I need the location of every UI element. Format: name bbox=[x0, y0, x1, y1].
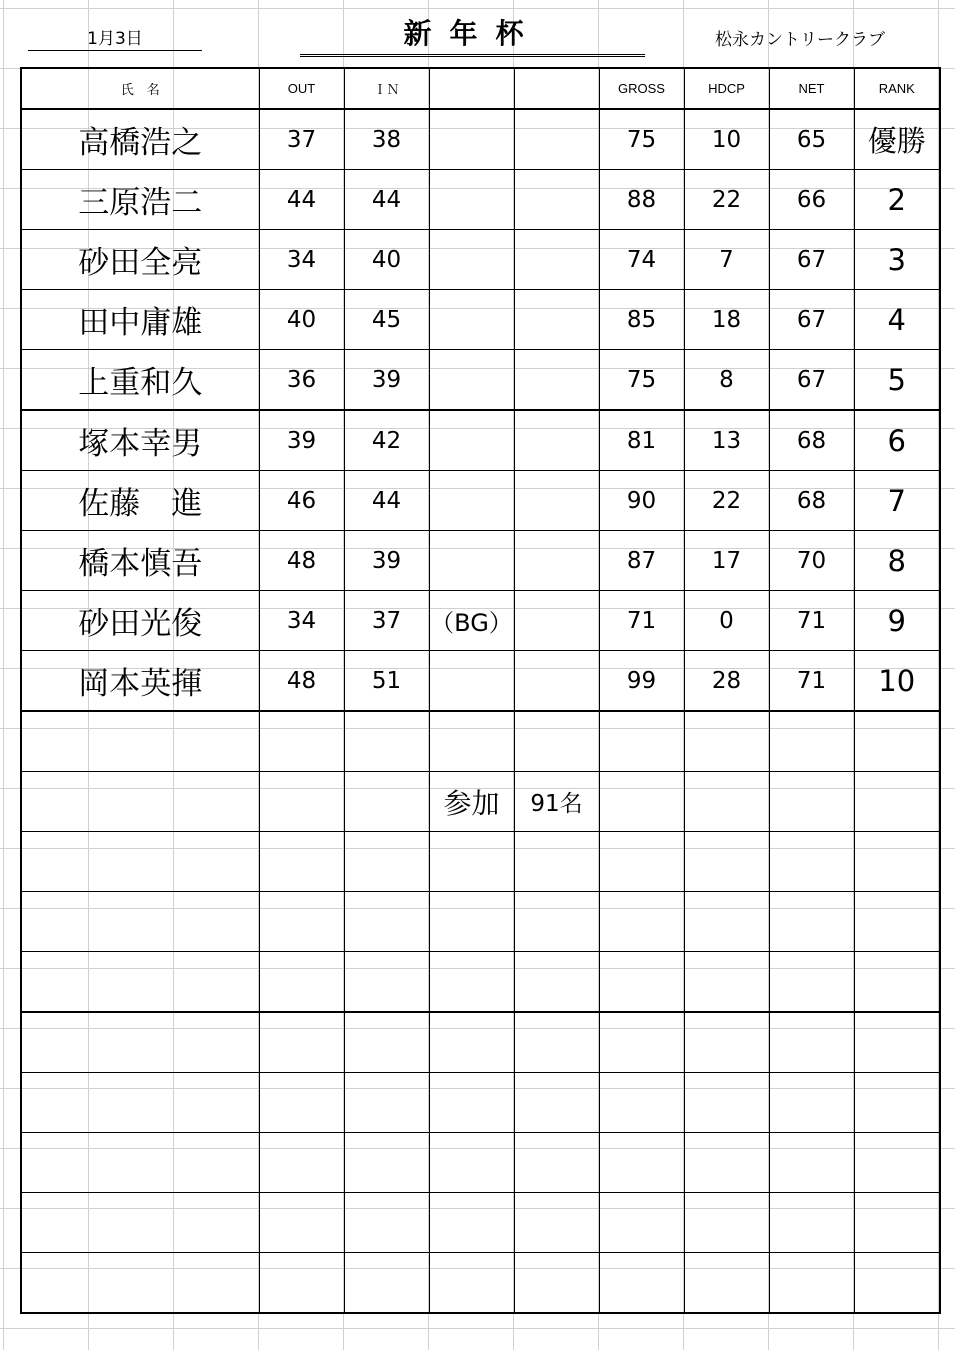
empty-cell bbox=[344, 711, 429, 772]
net-score: 68 bbox=[769, 410, 854, 471]
empty-cell bbox=[429, 1073, 514, 1133]
empty-row bbox=[21, 1193, 940, 1253]
empty-cell bbox=[599, 832, 684, 892]
empty-cell bbox=[854, 832, 940, 892]
empty-cell bbox=[259, 892, 344, 952]
empty-cell bbox=[684, 772, 769, 832]
out-score: 46 bbox=[259, 471, 344, 531]
table-row bbox=[21, 531, 940, 591]
in-score: 39 bbox=[344, 350, 429, 411]
empty-cell bbox=[684, 832, 769, 892]
empty-cell bbox=[684, 892, 769, 952]
player-name: 砂田光俊 bbox=[21, 591, 259, 651]
empty-cell bbox=[429, 952, 514, 1013]
empty-cell bbox=[769, 952, 854, 1013]
note-cell: （BG） bbox=[429, 591, 514, 651]
empty-cell bbox=[429, 1193, 514, 1253]
net-score: 65 bbox=[769, 109, 854, 170]
column-header-net: NET bbox=[769, 68, 854, 109]
blank-cell bbox=[514, 651, 599, 712]
in-score: 42 bbox=[344, 410, 429, 471]
empty-cell bbox=[854, 1193, 940, 1253]
table-row bbox=[21, 350, 940, 411]
empty-cell bbox=[344, 1253, 429, 1314]
empty-cell bbox=[684, 952, 769, 1013]
empty-cell bbox=[259, 1193, 344, 1253]
empty-cell bbox=[769, 1133, 854, 1193]
column-header-gross: GROSS bbox=[599, 68, 684, 109]
rank-value: 2 bbox=[854, 170, 940, 230]
blank-cell bbox=[514, 230, 599, 290]
column-header-blank-2 bbox=[514, 68, 599, 109]
empty-cell bbox=[684, 1133, 769, 1193]
empty-cell bbox=[514, 832, 599, 892]
empty-cell bbox=[344, 1012, 429, 1073]
table-row bbox=[21, 290, 940, 350]
blank-cell bbox=[514, 410, 599, 471]
empty-cell bbox=[599, 952, 684, 1013]
empty-cell bbox=[684, 1073, 769, 1133]
empty-cell bbox=[259, 1073, 344, 1133]
player-name: 橋本慎吾 bbox=[21, 531, 259, 591]
hdcp-value: 10 bbox=[684, 109, 769, 170]
net-score: 67 bbox=[769, 230, 854, 290]
empty-cell bbox=[344, 1073, 429, 1133]
gross-score: 74 bbox=[599, 230, 684, 290]
empty-cell bbox=[854, 1253, 940, 1314]
empty-row bbox=[21, 1133, 940, 1193]
hdcp-value: 18 bbox=[684, 290, 769, 350]
empty-cell bbox=[514, 892, 599, 952]
empty-cell bbox=[769, 892, 854, 952]
note-cell bbox=[429, 170, 514, 230]
table-row bbox=[21, 230, 940, 290]
page-title: 新年杯 bbox=[300, 12, 645, 57]
column-header-name: 氏 名 bbox=[21, 68, 259, 109]
empty-cell bbox=[259, 832, 344, 892]
empty-cell bbox=[514, 1193, 599, 1253]
out-score: 44 bbox=[259, 170, 344, 230]
column-header-blank-1 bbox=[429, 68, 514, 109]
participants-label: 参加 bbox=[429, 772, 514, 832]
player-name: 三原浩二 bbox=[21, 170, 259, 230]
gross-score: 75 bbox=[599, 350, 684, 411]
empty-cell bbox=[21, 1073, 259, 1133]
out-score: 34 bbox=[259, 230, 344, 290]
participants-row bbox=[21, 772, 940, 832]
empty-cell bbox=[344, 772, 429, 832]
empty-row bbox=[21, 892, 940, 952]
empty-cell bbox=[21, 1012, 259, 1073]
rank-value: 優勝 bbox=[854, 109, 940, 170]
rank-value: 6 bbox=[854, 410, 940, 471]
empty-cell bbox=[684, 711, 769, 772]
empty-cell bbox=[259, 952, 344, 1013]
in-score: 51 bbox=[344, 651, 429, 712]
blank-cell bbox=[514, 531, 599, 591]
empty-cell bbox=[259, 1012, 344, 1073]
empty-row bbox=[21, 1012, 940, 1073]
player-name: 高橋浩之 bbox=[21, 109, 259, 170]
player-name: 砂田全亮 bbox=[21, 230, 259, 290]
empty-cell bbox=[854, 1012, 940, 1073]
empty-cell bbox=[599, 711, 684, 772]
empty-cell bbox=[429, 892, 514, 952]
rank-value: 5 bbox=[854, 350, 940, 411]
out-score: 37 bbox=[259, 109, 344, 170]
out-score: 48 bbox=[259, 531, 344, 591]
empty-cell bbox=[684, 1012, 769, 1073]
net-score: 68 bbox=[769, 471, 854, 531]
club-name: 松永カントリークラブ bbox=[715, 30, 885, 50]
rank-value: 8 bbox=[854, 531, 940, 591]
note-cell bbox=[429, 531, 514, 591]
empty-cell bbox=[854, 1133, 940, 1193]
empty-cell bbox=[769, 1193, 854, 1253]
rank-value: 10 bbox=[854, 651, 940, 712]
empty-cell bbox=[514, 1253, 599, 1314]
hdcp-value: 7 bbox=[684, 230, 769, 290]
empty-cell bbox=[514, 1133, 599, 1193]
gross-score: 75 bbox=[599, 109, 684, 170]
empty-cell bbox=[684, 1253, 769, 1314]
net-score: 67 bbox=[769, 290, 854, 350]
empty-cell bbox=[259, 1253, 344, 1314]
empty-row bbox=[21, 1253, 940, 1314]
rank-value: 4 bbox=[854, 290, 940, 350]
blank-cell bbox=[514, 170, 599, 230]
hdcp-value: 0 bbox=[684, 591, 769, 651]
table-row bbox=[21, 591, 940, 651]
empty-cell bbox=[769, 1012, 854, 1073]
out-score: 34 bbox=[259, 591, 344, 651]
note-cell bbox=[429, 410, 514, 471]
net-score: 71 bbox=[769, 591, 854, 651]
empty-cell bbox=[21, 952, 259, 1013]
rank-value: 7 bbox=[854, 471, 940, 531]
empty-row bbox=[21, 1073, 940, 1133]
in-score: 38 bbox=[344, 109, 429, 170]
out-score: 39 bbox=[259, 410, 344, 471]
rank-value: 3 bbox=[854, 230, 940, 290]
net-score: 71 bbox=[769, 651, 854, 712]
empty-cell bbox=[599, 1193, 684, 1253]
note-cell bbox=[429, 651, 514, 712]
empty-row bbox=[21, 711, 940, 772]
empty-cell bbox=[429, 1253, 514, 1314]
table-row bbox=[21, 410, 940, 471]
empty-cell bbox=[599, 1133, 684, 1193]
empty-row bbox=[21, 952, 940, 1013]
player-name: 田中庸雄 bbox=[21, 290, 259, 350]
net-score: 70 bbox=[769, 531, 854, 591]
event-date: 1月3日 bbox=[28, 24, 202, 51]
empty-cell bbox=[769, 1253, 854, 1314]
table-row bbox=[21, 170, 940, 230]
empty-cell bbox=[599, 1253, 684, 1314]
empty-cell bbox=[514, 711, 599, 772]
empty-cell bbox=[259, 711, 344, 772]
empty-cell bbox=[769, 1073, 854, 1133]
empty-cell bbox=[514, 1012, 599, 1073]
score-table bbox=[20, 67, 941, 1314]
empty-cell bbox=[429, 1012, 514, 1073]
empty-cell bbox=[599, 772, 684, 832]
out-score: 40 bbox=[259, 290, 344, 350]
net-score: 66 bbox=[769, 170, 854, 230]
empty-cell bbox=[429, 711, 514, 772]
rank-value: 9 bbox=[854, 591, 940, 651]
empty-cell bbox=[21, 772, 259, 832]
column-header-in: ＩＮ bbox=[344, 68, 429, 109]
player-name: 塚本幸男 bbox=[21, 410, 259, 471]
blank-cell bbox=[514, 109, 599, 170]
gross-score: 85 bbox=[599, 290, 684, 350]
gross-score: 87 bbox=[599, 531, 684, 591]
note-cell bbox=[429, 230, 514, 290]
column-header-out: OUT bbox=[259, 68, 344, 109]
in-score: 44 bbox=[344, 170, 429, 230]
hdcp-value: 22 bbox=[684, 170, 769, 230]
empty-row bbox=[21, 832, 940, 892]
column-header-rank: RANK bbox=[854, 68, 940, 109]
empty-cell bbox=[344, 892, 429, 952]
empty-cell bbox=[599, 892, 684, 952]
empty-cell bbox=[599, 1012, 684, 1073]
hdcp-value: 8 bbox=[684, 350, 769, 411]
table-row bbox=[21, 471, 940, 531]
out-score: 36 bbox=[259, 350, 344, 411]
blank-cell bbox=[514, 591, 599, 651]
hdcp-value: 13 bbox=[684, 410, 769, 471]
empty-cell bbox=[344, 832, 429, 892]
empty-cell bbox=[514, 1073, 599, 1133]
empty-cell bbox=[344, 952, 429, 1013]
column-header-hdcp: HDCP bbox=[684, 68, 769, 109]
gross-score: 88 bbox=[599, 170, 684, 230]
hdcp-value: 22 bbox=[684, 471, 769, 531]
empty-cell bbox=[854, 952, 940, 1013]
note-cell bbox=[429, 109, 514, 170]
gross-score: 90 bbox=[599, 471, 684, 531]
header-row bbox=[21, 68, 940, 109]
empty-cell bbox=[769, 711, 854, 772]
empty-cell bbox=[344, 1193, 429, 1253]
empty-cell bbox=[769, 772, 854, 832]
empty-cell bbox=[769, 832, 854, 892]
note-cell bbox=[429, 350, 514, 411]
net-score: 67 bbox=[769, 350, 854, 411]
in-score: 37 bbox=[344, 591, 429, 651]
in-score: 39 bbox=[344, 531, 429, 591]
empty-cell bbox=[514, 952, 599, 1013]
out-score: 48 bbox=[259, 651, 344, 712]
empty-cell bbox=[854, 711, 940, 772]
in-score: 40 bbox=[344, 230, 429, 290]
note-cell bbox=[429, 471, 514, 531]
empty-cell bbox=[259, 1133, 344, 1193]
empty-cell bbox=[854, 772, 940, 832]
blank-cell bbox=[514, 350, 599, 411]
in-score: 45 bbox=[344, 290, 429, 350]
blank-cell bbox=[514, 290, 599, 350]
table-row bbox=[21, 109, 940, 170]
note-cell bbox=[429, 290, 514, 350]
empty-cell bbox=[21, 1133, 259, 1193]
gross-score: 81 bbox=[599, 410, 684, 471]
participants-count: 91名 bbox=[514, 772, 599, 832]
hdcp-value: 28 bbox=[684, 651, 769, 712]
hdcp-value: 17 bbox=[684, 531, 769, 591]
empty-cell bbox=[21, 1193, 259, 1253]
empty-cell bbox=[429, 832, 514, 892]
table-row bbox=[21, 651, 940, 712]
empty-cell bbox=[21, 892, 259, 952]
empty-cell bbox=[854, 1073, 940, 1133]
gross-score: 99 bbox=[599, 651, 684, 712]
empty-cell bbox=[259, 772, 344, 832]
in-score: 44 bbox=[344, 471, 429, 531]
empty-cell bbox=[429, 1133, 514, 1193]
player-name: 上重和久 bbox=[21, 350, 259, 411]
empty-cell bbox=[854, 892, 940, 952]
empty-cell bbox=[21, 711, 259, 772]
empty-cell bbox=[344, 1133, 429, 1193]
empty-cell bbox=[599, 1073, 684, 1133]
blank-cell bbox=[514, 471, 599, 531]
empty-cell bbox=[684, 1193, 769, 1253]
player-name: 佐藤 進 bbox=[21, 471, 259, 531]
gross-score: 71 bbox=[599, 591, 684, 651]
empty-cell bbox=[21, 1253, 259, 1314]
empty-cell bbox=[21, 832, 259, 892]
player-name: 岡本英揮 bbox=[21, 651, 259, 712]
